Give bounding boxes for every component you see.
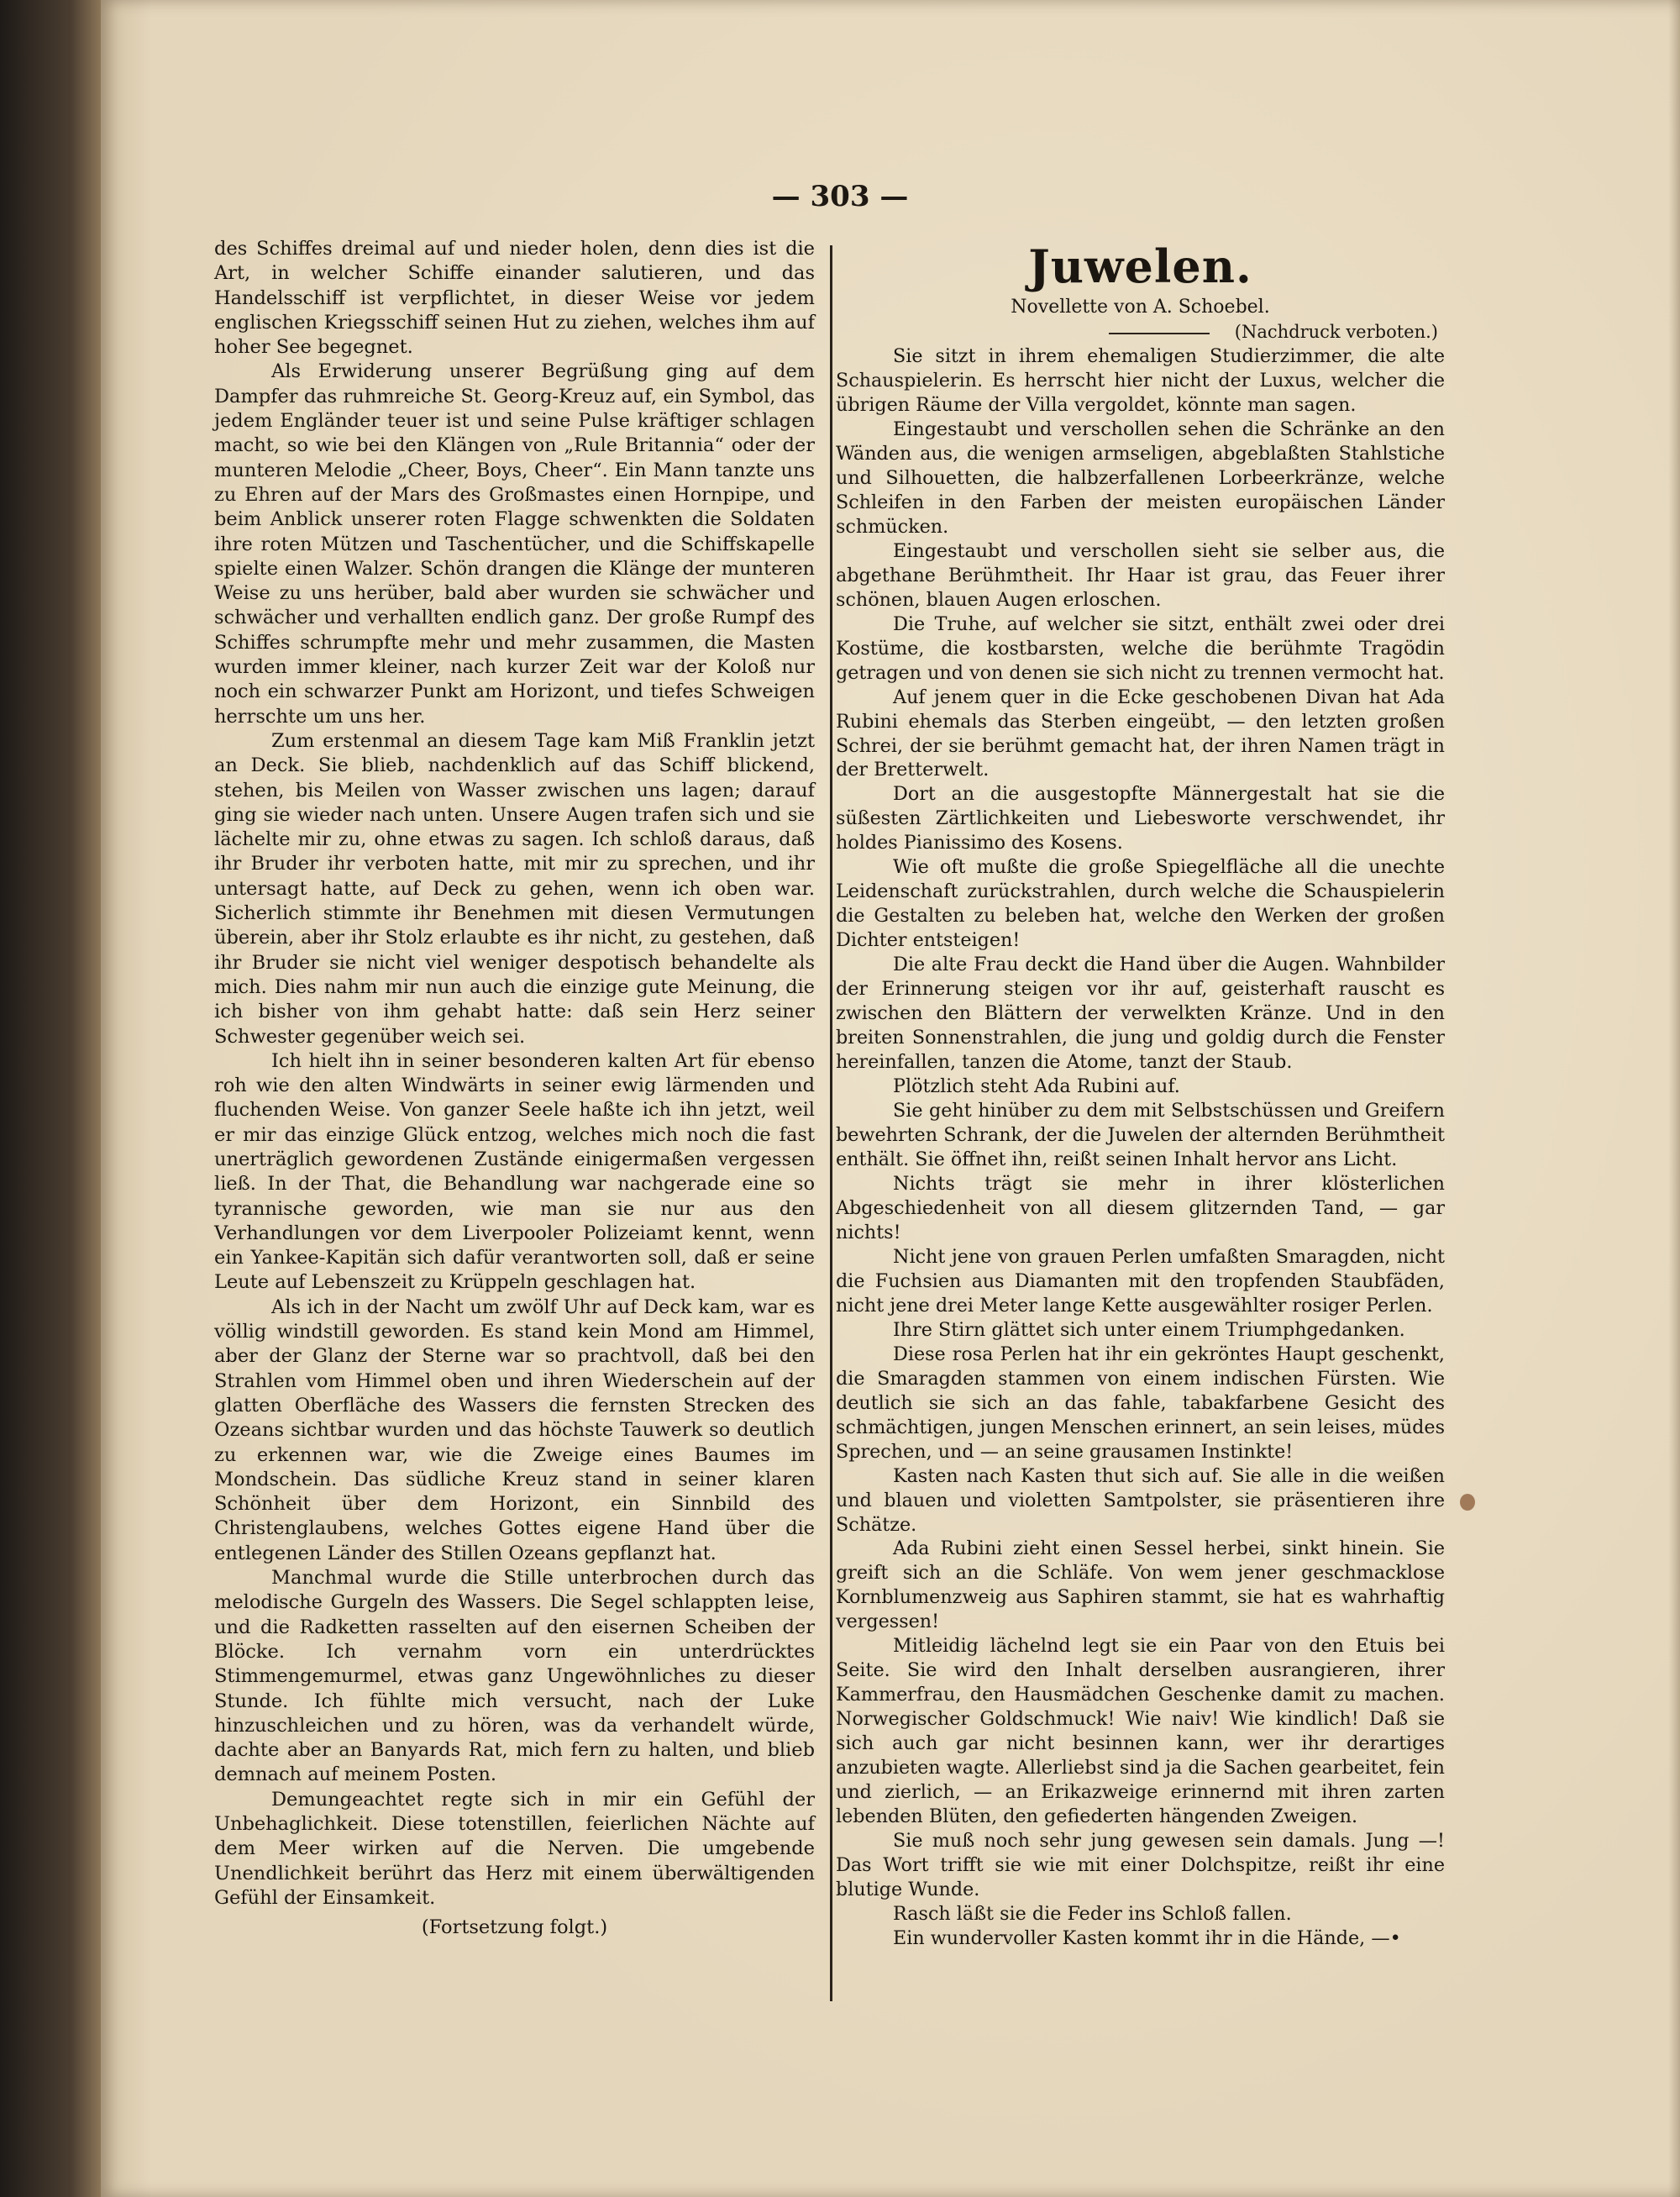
paragraph: Ada Rubini zieht einen Sessel herbei, sinkt hinein. Sie greift sich an die Schläfe. Von wem jener geschmacklose Kornblumenzweig aus Saphiren stammt, sie hat es wahrhaftig vergessen! xyxy=(836,1537,1445,1633)
paragraph: Auf jenem quer in die Ecke geschobenen Divan hat Ada Rubini ehemals das Sterben eingeübt, — den letzten großen Schrei, der sie berühmt gemacht hat, der ihren Namen trägt in der Bretterwelt. xyxy=(836,686,1445,781)
paragraph: Sie muß noch sehr jung gewesen sein damals. Jung —! Das Wort trifft sie wie mit einer Dolchspitze, reißt ihr eine blutige Wunde. xyxy=(836,1830,1445,1901)
reprint-notice-text: (Nachdruck verboten.) xyxy=(1234,322,1438,342)
paragraph: Diese rosa Perlen hat ihr ein gekröntes Haupt geschenkt, die Smaragden stammen von einem indischen Fürsten. Wie deutlich sie sich an das fahle, tabakfarbene Gesicht des schmächtigen, jungen Menschen erinnert, an sein leises, müdes Sprechen, und — an seine grausamen Instinkte! xyxy=(836,1343,1445,1463)
paragraph: Wie oft mußte die große Spiegelfläche all die unechte Leidenschaft zurückstrahlen, durch welche die Schauspielerin die Gestalten zu beleben hat, welche den Werken der großen Dichter entsteigen! xyxy=(836,856,1445,952)
paragraph: Sie geht hinüber zu dem mit Selbstschüssen und Greifern bewehrten Schrank, der die Juwelen der alternden Berühmtheit enthält. Sie öffnet ihn, reißt seinen Inhalt hervor ans Licht. xyxy=(836,1100,1445,1170)
reprint-notice xyxy=(836,319,1445,344)
paragraph: Ein wundervoller Kasten kommt ihr in die Hände, —• xyxy=(893,1926,1401,1949)
paragraph: Mitleidig lächelnd legt sie ein Paar von den Etuis bei Seite. Sie wird den Inhalt derselben ausrangieren, ihrer Kammerfrau, den Hausmädchen Geschenke damit zu machen. Norwegischer Goldschmuck! Wie naiv! Wie kindlich! Daß sie sich auch gar nicht besinnen kann, wer ihr derartiges anzubieten wagte. Allerliebst sind ja die Sachen gearbeitet, fein und zierlich, — an Erikazweige erinnernd mit ihren zarten lebenden Blüten, den gefiederten hängenden Zweigen. xyxy=(836,1635,1445,1828)
paragraph: Als ich in der Nacht um zwölf Uhr auf Deck kam, war es völlig windstill geworden. Es stand kein Mond am Himmel, aber der Glanz der Sterne war so prachtvoll, daß bei den Strahlen vom Himmel oben und ihren Wiederschein auf der glatten Oberfläche des Wassers die fernsten Strecken des Ozeans sichtbar wurden und das höchste Tauwerk so deutlich zu erkennen war, wie die Zweige eines Baumes im Mondschein. Das südliche Kreuz stand in seiner klaren Schönheit über dem Horizont, ein Sinnbild des Christenglaubens, welches Gottes eigene Hand über die entlegenen Länder des Stillen Ozeans gepflanzt hat. xyxy=(214,1296,815,1564)
right-column xyxy=(836,237,1445,1951)
paragraph: Ich hielt ihn in seiner besonderen kalten Art für ebenso roh wie den alten Windwärts in seiner ewig lärmenden und fluchenden Weise. Von ganzer Seele haßte ich ihn jetzt, weil er mir das einzige Glück entzog, welches mich noch die fast unerträglich gewordenen Zustände einigermaßen vergessen ließ. In der That, die Behandlung war nachgerade eine so tyrannische geworden, wie man sie nur aus den Verhandlungen vor dem Liverpooler Polizeiamt kennt, wenn ein Yankee-Kapitän sich dafür verantworten soll, daß er seine Leute auf Lebenszeit zu Krüppeln geschlagen hat. xyxy=(214,1049,815,1294)
paragraph: des Schiffes dreimal auf und nieder holen, denn dies ist die Art, in welcher Schiffe einander salutieren, und das Handelsschiff ist verpflichtet, in dieser Weise vor jedem englischen Kriegsschiff seinen Hut zu ziehen, welches ihm auf hoher See begegnet. xyxy=(214,238,815,359)
story-byline: Novellette von A. Schoebel. xyxy=(1011,297,1270,318)
paragraph: Als Erwiderung unserer Begrüßung ging auf dem Dampfer das ruhmreiche St. Georg-Kreuz auf, ein Symbol, das jedem Engländer teuer ist und seine Pulse kräftiger schlagen macht, so wie bei den Klängen von „Rule Britannia“ oder der munteren Melodie „Cheer, Boys, Cheer“. Ein Mann tanzte uns zu Ehren auf der Mars des Großmastes einen Hornpipe, und beim Anblick unserer roten Flagge schwenkten die Soldaten ihre roten Mützen und Taschentücher, und die Schiffskapelle spielte einen Walzer. Schön drangen die Klänge der munteren Weise zu uns herüber, bald aber wurden sie schwächer und schwächer und verhallten endlich ganz. Der große Rumpf des Schiffes schrumpfte mehr und mehr zusammen, die Masten wurden immer kleiner, nach kurzer Zeit war der Koloß nur noch ein schwarzer Punkt am Horizont, und tiefes Schweigen herrschte um uns her. xyxy=(214,360,815,728)
paragraph: Ihre Stirn glättet sich unter einem Triumphgedanken. xyxy=(893,1318,1405,1341)
paragraph: Sie sitzt in ihrem ehemaligen Studierzimmer, die alte Schauspielerin. Es herrscht hier nicht der Luxus, welcher die übrigen Räume der Villa vergoldet, könnte man sagen. xyxy=(836,345,1445,416)
notice-rule xyxy=(1109,333,1210,334)
page-edge xyxy=(1668,0,1680,2197)
left-column xyxy=(214,237,815,1940)
paragraph: Demungeachtet regte sich in mir ein Gefühl der Unbehaglichkeit. Diese totenstillen, feierlichen Nächte auf dem Meer wirken auf die Nerven. Die umgebende Unendlichkeit berührt das Herz mit einem überwältigenden Gefühl der Einsamkeit. xyxy=(214,1788,815,1909)
paragraph: Nichts trägt sie mehr in ihrer klösterlichen Abgeschiedenheit von all diesem glitzernden Tand, — gar nichts! xyxy=(836,1172,1445,1243)
paragraph: Die Truhe, auf welcher sie sitzt, enthält zwei oder drei Kostüme, die kostbarsten, welche die berühmte Tragödin getragen und von denen sie sich nicht zu trennen vermocht hat. xyxy=(836,612,1445,684)
page-number: — 303 — xyxy=(771,180,909,213)
paragraph: Plötzlich steht Ada Rubini auf. xyxy=(893,1075,1180,1098)
book-binding xyxy=(0,0,101,2197)
paper-stain xyxy=(1460,1494,1475,1511)
paragraph: Manchmal wurde die Stille unterbrochen durch das melodische Gurgeln des Wassers. Die Segel schlappten leise, und die Radketten rasselten auf den eisernen Scheiben der Blöcke. Ich vernahm vorn ein unterdrücktes Stimmengemurmel, etwas ganz Ungewöhnliches zu dieser Stunde. Ich fühlte mich versucht, nach der Luke hinzuschleichen und zu hören, was da verhandelt würde, dachte aber an Banyards Rat, mich fern zu halten, und blieb demnach auf meinem Posten. xyxy=(214,1567,815,1786)
story-title: Juwelen. xyxy=(1028,239,1252,293)
continuation-note: (Fortsetzung folgt.) xyxy=(421,1916,608,1939)
paragraph: Zum erstenmal an diesem Tage kam Miß Franklin jetzt an Deck. Sie blieb, nachdenklich auf das Schiff blickend, stehen, bis Meilen von Wasser zwischen uns lagen; darauf ging sie wieder nach unten. Unsere Augen trafen sich und sie lächelte mir zu, ohne etwas zu sagen. Ich schloß daraus, daß ihr Bruder ihr verboten hatte, mit mir zu sprechen, und ihr untersagt hatte, auf Deck zu gehen, wenn ich oben war. Sicherlich stimmte ihr Benehmen mit diesen Vermutungen überein, aber ihr Stolz erlaubte es ihr nicht, zu gestehen, daß ihr Bruder sie nicht viel weniger despotisch behandelte als mich. Dies nahm mir nun auch die einzige gute Meinung, die ich bisher von ihm gehabt hatte: daß sein Herz seiner Schwester gegenüber weich sei. xyxy=(214,729,815,1048)
paragraph: Kasten nach Kasten thut sich auf. Sie alle in die weißen und blauen und violetten Samtpolster, sie präsentieren ihre Schätze. xyxy=(836,1464,1445,1536)
paragraph: Rasch läßt sie die Feder ins Schloß fallen. xyxy=(893,1903,1292,1925)
paragraph: Dort an die ausgestopfte Männergestalt hat sie die süßesten Zärtlichkeiten und Liebesworte verschwendet, ihr holdes Pianissimo des Kosens. xyxy=(836,783,1445,854)
paragraph: Eingestaubt und verschollen sehen die Schränke an den Wänden aus, die wenigen armseligen, abgeblaßten Stahlstiche und Silhouetten, die halbzerfallenen Lorbeerkränze, welche Schleifen in den Farben der meisten europäischen Länder schmücken. xyxy=(836,418,1445,538)
column-divider xyxy=(830,245,832,2001)
paragraph: Eingestaubt und verschollen sieht sie selber aus, die abgethane Berühmtheit. Ihr Haar ist grau, das Feuer ihrer schönen, blauen Augen erloschen. xyxy=(836,539,1445,611)
paragraph: Die alte Frau deckt die Hand über die Augen. Wahnbilder der Erinnerung steigen vor ihr auf, geisterhaft rauscht es zwischen den Blättern der verwelkten Kränze. Und in den breiten Sonnenstrahlen, die jung und goldig durch die Fenster hereinfallen, tanzen die Atome, tanzt der Staub. xyxy=(836,954,1445,1074)
paragraph: Nicht jene von grauen Perlen umfaßten Smaragden, nicht die Fuchsien aus Diamanten mit den tropfenden Staubfäden, nicht jene drei Meter lange Kette ausgewählter rosiger Perlen. xyxy=(836,1245,1445,1317)
